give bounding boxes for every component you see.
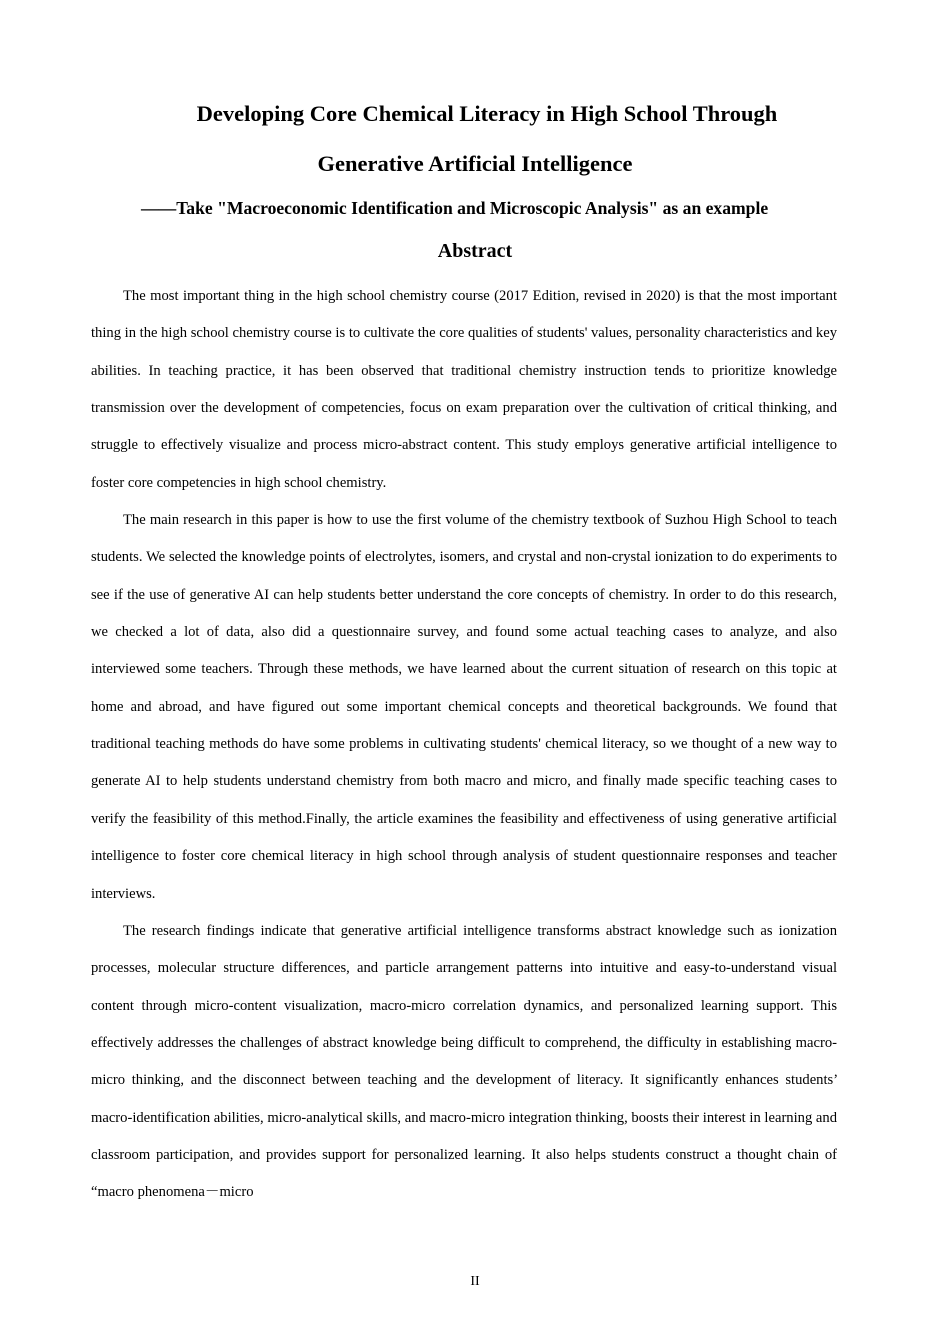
- paper-title-line-1: Developing Core Chemical Literacy in High School Through: [196, 101, 778, 126]
- abstract-paragraph-2: The main research in this paper is how to use the first volume of the chemistry textbook of Suzhou High School to teach students. We selected the knowledge points of electrolytes, isomers, and crystal and non-crystal ionization to do experiments to see if the use of generative AI can help students better understand the core concepts of chemistry. In order to do this research, we checked a lot of data, also did a questionnaire survey, and found some actual teaching cases to analyze, and also interviewed some teachers. Through these methods, we have learned about the current situation of research on this topic at home and abroad, and have figured out some important chemical concepts and theoretical backgrounds. We found that traditional teaching methods do have some problems in cultivating students' chemical literacy, so we thought of a new way to generate AI to help students understand chemistry from both macro and micro, and finally made specific teaching cases to verify the feasibility of this method.Finally, the article examines the feasibility and effectiveness of using generative artificial intelligence to foster core chemical literacy in high school through analysis of student questionnaire responses and teacher interviews.: [91, 512, 837, 902]
- paper-title-line-2: Generative Artificial Intelligence: [317, 151, 633, 176]
- abstract-heading: Abstract: [437, 240, 513, 262]
- abstract-paragraph-3: The research findings indicate that generative artificial intelligence transforms abstract knowledge such as ionization processes, molecular structure differences, and particle arrangement patterns into intuitive and easy-to-understand visual content through micro-content visualization, macro-micro correlation dynamics, and personalized learning support. This effectively addresses the challenges of abstract knowledge being difficult to comprehend, the difficulty in establishing macro-micro thinking, and the disconnect between teaching and the development of literacy. It significantly enhances students’ macro-identification abilities, micro-analytical skills, and macro-micro integration thinking, boosts their interest in learning and classroom participation, and provides support for personalized learning. It also helps students construct a thought chain of “macro phenomena－micro: [91, 922, 852, 1201]
- abstract-paragraph-1: The most important thing in the high school chemistry course (2017 Edition, revised in 2020) is that the most important thing in the high school chemistry course is to cultivate the core qualities of students' values, personality characteristics and key abilities. In teaching practice, it has been observed that traditional chemistry instruction tends to prioritize knowledge transmission over the development of competencies, focus on exam preparation over the cultivation of critical thinking, and struggle to effectively visualize and process micro-abstract content. This study employs generative artificial intelligence to foster core competencies in high school chemistry.: [91, 288, 837, 491]
- abstract-body: [91, 278, 852, 1212]
- paper-subtitle: ——Take "Macroeconomic Identification and Microscopic Analysis" as an example: [141, 198, 769, 218]
- page-number: II: [470, 1274, 480, 1289]
